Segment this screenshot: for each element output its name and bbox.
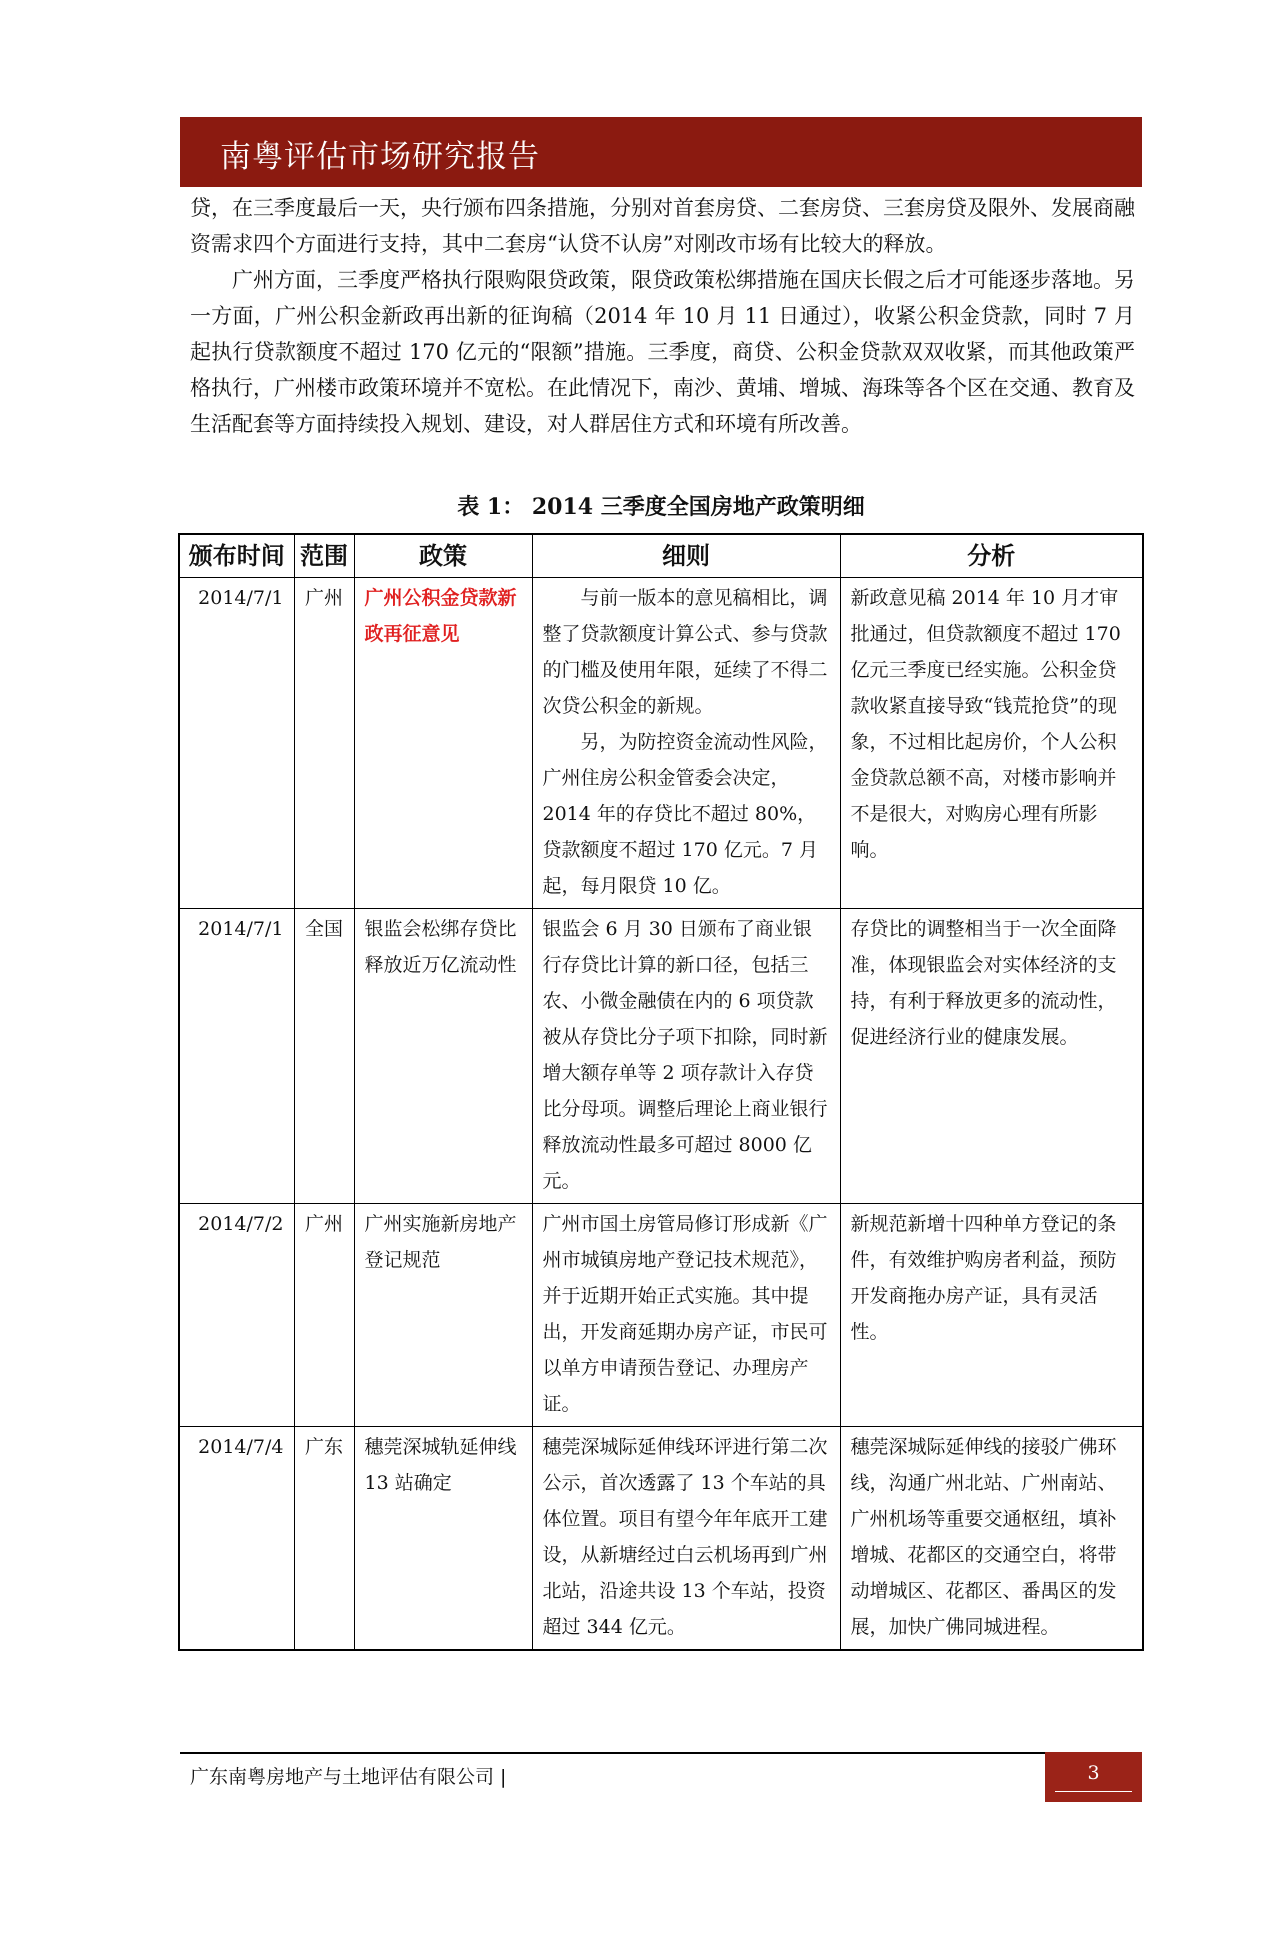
page-number: 3 [1087,1762,1100,1784]
detail-paragraph: 与前一版本的意见稿相比，调整了贷款额度计算公式、参与贷款的门槛及使用年限，延续了不得二次贷公积金的新规。 [542,587,828,717]
cell-analysis: 穗莞深城际延伸线的接驳广佛环线，沟通广州北站、广州南站、广州机场等重要交通枢纽，填补增城、花都区的交通空白，将带动增城区、花都区、番禺区的发展，加快广佛同城进程。 [840,1427,1143,1651]
paragraph-2: 广州方面，三季度严格执行限购限贷政策，限贷政策松绑措施在国庆长假之后才可能逐步落地。另一方面，广州公积金新政再出新的征询稿（2014 年 10 月 11 日通过），收紧公积金贷款，同时 7 月起执行贷款额度不超过 170 亿元的“限额”措施。三季度，商贷、公积金贷款双双收紧，而其他政策严格执行，广州楼市政策环境并不宽松。在此情况下，南沙、黄埔、增城、海珠等各个区在交通、教育及生活配套等方面持续投入规划、建设，对人群居住方式和环境有所改善。 [190,268,1135,436]
table-caption: 表 1： 2014 三季度全国房地产政策明细 [457,494,865,520]
cell-policy: 银监会松绑存贷比释放近万亿流动性 [354,909,532,1204]
table-row [179,1204,1143,1427]
page-number-box [1045,1752,1142,1802]
cell-scope: 广州 [294,1204,354,1427]
cell-detail: 银监会 6 月 30 日颁布了商业银行存贷比计算的新口径，包括三农、小微金融债在内的 6 项贷款被从存贷比分子项下扣除，同时新增大额存单等 2 项存款计入存贷比分母项。调整后理论上商业银行释放流动性最多可超过 8000 亿元。 [532,909,840,1204]
cell-date: 2014/7/4 [179,1427,294,1651]
header-scope: 范围 [294,534,354,578]
cell-analysis: 新规范新增十四种单方登记的条件，有效维护购房者利益，预防开发商拖办房产证，具有灵活性。 [840,1204,1143,1427]
table-row [179,909,1143,1204]
table-row [179,1427,1143,1651]
policy-table [178,533,1144,1651]
cell-scope: 广州 [294,578,354,909]
cell-policy: 广州实施新房地产登记规范 [354,1204,532,1427]
cell-detail [532,578,840,909]
header-analysis: 分析 [840,534,1143,578]
cell-analysis: 新政意见稿 2014 年 10 月才审批通过，但贷款额度不超过 170 亿元三季度已经实施。公积金贷款收紧直接导致“钱荒抢贷”的现象，不过相比起房价，个人公积金贷款总额不高，对楼市影响并不是很大，对购房心理有所影响。 [840,578,1143,909]
cell-detail: 穗莞深城际延伸线环评进行第二次公示，首次透露了 13 个车站的具体位置。项目有望今年年底开工建设，从新塘经过白云机场再到广州北站，沿途共设 13 个车站，投资超过 344 亿元。 [532,1427,840,1651]
body-text [190,190,1135,442]
header-date: 颁布时间 [179,534,294,578]
cell-scope: 全国 [294,909,354,1204]
cell-date: 2014/7/1 [179,909,294,1204]
cell-policy: 穗莞深城轨延伸线 13 站确定 [354,1427,532,1651]
header-detail: 细则 [532,534,840,578]
cell-date: 2014/7/1 [179,578,294,909]
report-title: 南粤评估市场研究报告 [220,139,540,175]
table-header-row [179,534,1143,578]
policy-highlight: 广州公积金贷款新政再征意见 [364,587,517,645]
footer-divider [180,1752,1142,1754]
footer-company: 广东南粤房地产与土地评估有限公司 | [190,1766,507,1788]
cell-detail: 广州市国土房管局修订形成新《广州市城镇房地产登记技术规范》，并于近期开始正式实施。其中提出，开发商延期办房产证，市民可以单方申请预告登记、办理房产证。 [532,1204,840,1427]
paragraph-1: 贷，在三季度最后一天，央行颁布四条措施，分别对首套房贷、二套房贷、三套房贷及限外、发展商融资需求四个方面进行支持，其中二套房“认贷不认房”对刚改市场有比较大的释放。 [190,196,1135,256]
detail-paragraph: 另，为防控资金流动性风险，广州住房公积金管委会决定，2014 年的存贷比不超过 80%，贷款额度不超过 170 亿元。7 月起，每月限贷 10 亿。 [542,731,828,897]
cell-policy [354,578,532,909]
report-header-bar [180,117,1142,187]
header-policy: 政策 [354,534,532,578]
cell-date: 2014/7/2 [179,1204,294,1427]
cell-scope: 广东 [294,1427,354,1651]
table-row [179,578,1143,909]
cell-analysis: 存贷比的调整相当于一次全面降准，体现银监会对实体经济的支持，有利于释放更多的流动性，促进经济行业的健康发展。 [840,909,1143,1204]
page-number-underline [1055,1791,1132,1792]
